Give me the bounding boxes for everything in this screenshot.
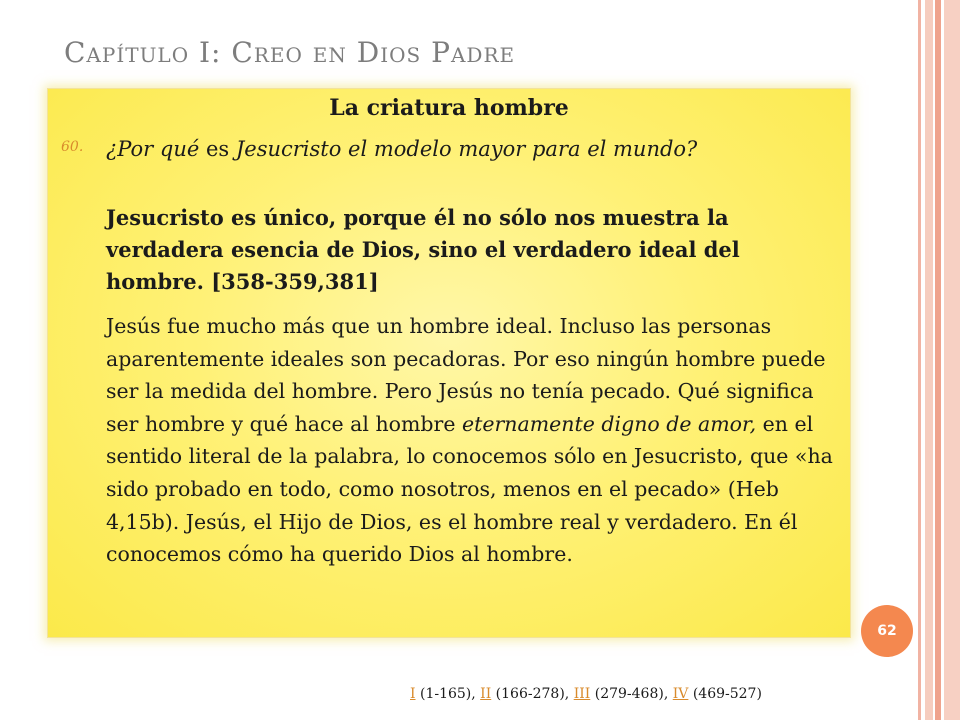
- decor-stripe: [925, 0, 933, 720]
- chapter-links: [410, 686, 762, 702]
- question-text: [106, 133, 786, 165]
- question-part: ¿Por qué: [106, 137, 200, 161]
- content-card: [47, 88, 851, 638]
- chapter-link-IV[interactable]: IV: [672, 686, 689, 702]
- decor-stripe: [918, 0, 921, 720]
- chapter-link-II[interactable]: II: [480, 686, 492, 702]
- chapter-link-III[interactable]: III: [573, 686, 591, 702]
- body-part: Jesús fue mucho más que un hombre ideal. Incluso las personas aparentemente ideales son pecadoras. Por eso ningún hombre puede ser la medida del hombre. Pero Jesús no tenía pecado. Qué significa ser hombre y qué hace al hombre: [106, 314, 826, 436]
- answer-text: Jesucristo es único, porque él no sólo nos muestra la verdadera esencia de Dios, sino el verdadero ideal del hombre. [358-359,381]: [106, 205, 740, 294]
- chapter-range: (166-278),: [491, 686, 574, 702]
- page-number-badge: 62: [861, 605, 913, 657]
- decor-stripe: [944, 0, 960, 720]
- chapter-link-I[interactable]: I: [410, 686, 416, 702]
- body-italic: eternamente digno de amor,: [462, 411, 757, 436]
- chapter-range: (279-468),: [590, 686, 673, 702]
- question-number: 60.: [61, 139, 84, 155]
- question-part: Jesucristo el modelo mayor para el mundo?: [235, 137, 698, 161]
- explanation-text: [106, 310, 846, 571]
- body-part: en el sentido literal de la palabra, lo conocemos sólo en Jesucristo, que «ha sido probado en todo, como nosotros, menos en el pecado» (Heb 4,15b). Jesús, el Hijo de Dios, es el hombre real y verdadero. En él conocemos cómo ha querido Dios al hombre.: [106, 411, 833, 567]
- section-heading: La criatura hombre: [329, 95, 569, 121]
- slide-title: Capítulo I: Creo en Dios Padre: [64, 36, 516, 69]
- decor-stripe: [935, 0, 941, 720]
- chapter-range: (469-527): [688, 686, 762, 702]
- question-part: es: [199, 137, 236, 161]
- chapter-range: (1-165),: [415, 686, 481, 702]
